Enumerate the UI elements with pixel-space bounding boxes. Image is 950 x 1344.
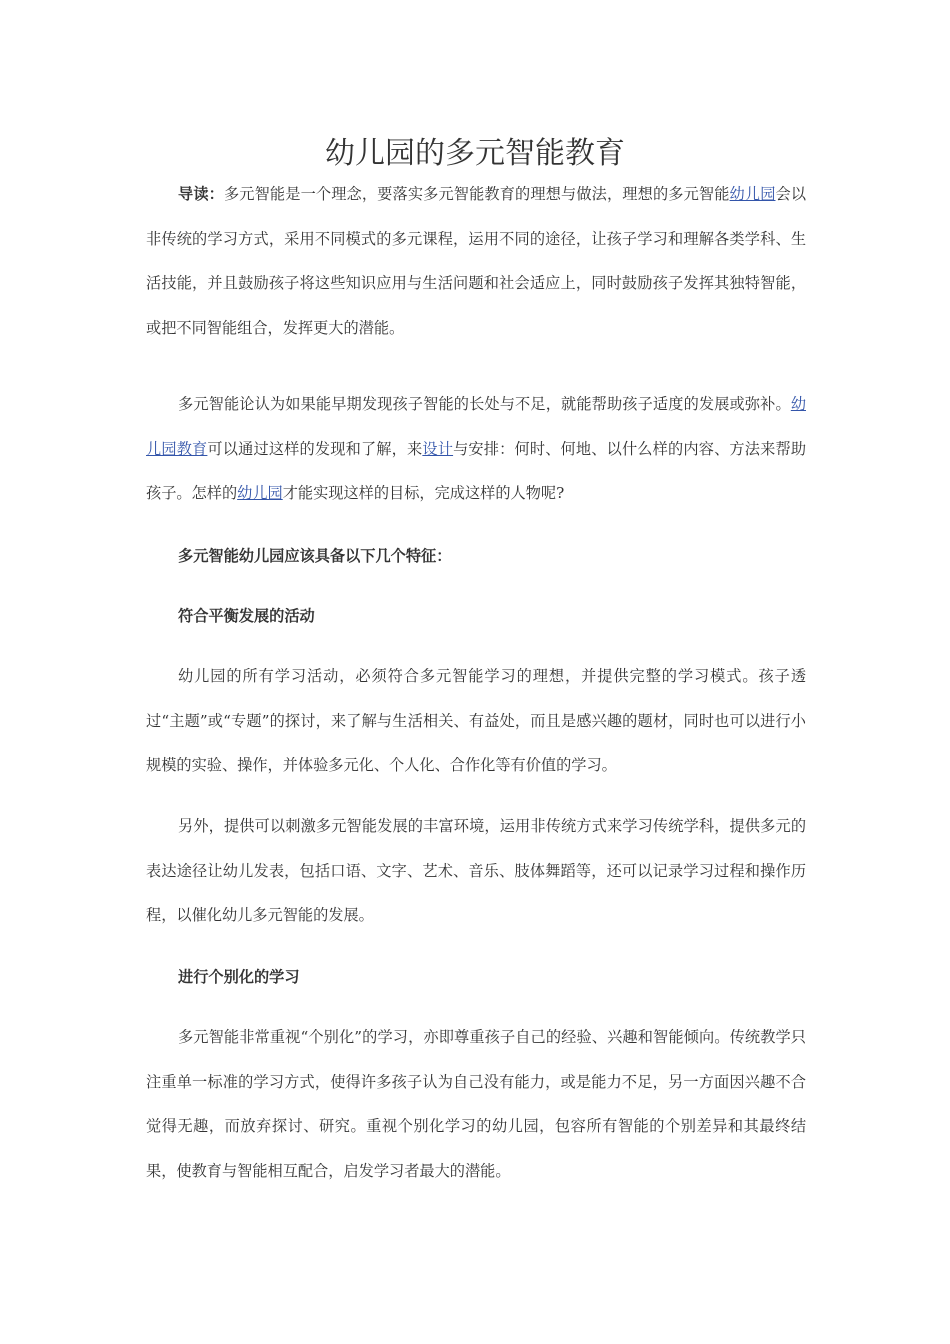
- theory-text-4: 才能实现这样的目标，完成这样的人物呢?: [282, 484, 565, 502]
- individual-learning-paragraph: 多元智能非常重视“个别化”的学习，亦即尊重孩子自己的经验、兴趣和智能倾向。传统教学只注重单一标准的学习方式，使得许多孩子认为自己没有能力，或是能力不足，另一方面因兴趣不合觉得无趣，而放弃探讨、研究。重视个别化学习的幼儿园，包容所有智能的个别差异和其最终结果，使教育与智能相互配合，启发学习者最大的潜能。: [146, 1028, 806, 1180]
- intro-label: 导读：: [178, 185, 224, 203]
- page-title: 幼儿园的多元智能教育: [325, 136, 625, 171]
- intro-text-start: 多元智能是一个理念，要落实多元智能教育的理想与做法，理想的多元智能: [223, 185, 730, 203]
- theory-text-2: 可以通过这样的发现和了解，来: [207, 439, 423, 458]
- activities-paragraph: 幼儿园的所有学习活动，必须符合多元智能学习的理想，并提供完整的学习模式。孩子透过“主题”或“专题”的探讨，来了解与生活相关、有益处，而且是感兴趣的题材，同时也可以进行小规模的实验、操作，并体验多元化、个人化、合作化等有价值的学习。: [146, 667, 806, 774]
- kindergarten-link-2[interactable]: 幼儿园: [237, 484, 283, 502]
- theory-text-3: 与安排：何时、何地、以什么样的内容、方法来帮助孩子。怎样的: [146, 439, 807, 502]
- individual-learning-heading: 进行个别化的学习: [178, 968, 300, 986]
- intro-text-end: 会以非传统的学习方式，采用不同模式的多元课程，运用不同的途径，让孩子学习和理解各类学科、生活技能，并且鼓励孩子将这些知识应用与生活问题和社会适应上，同时鼓励孩子发挥其独特智能，或把不同智能组合，发挥更大的潜能。: [146, 185, 807, 337]
- intro-paragraph: [146, 172, 806, 350]
- kindergarten-link[interactable]: 幼儿园: [729, 185, 776, 203]
- environment-paragraph: 另外，提供可以刺激多元智能发展的丰富环境，运用非传统方式来学习传统学科，提供多元的表达途径让幼儿发表，包括口语、文字、艺术、音乐、肢体舞蹈等，还可以记录学习过程和操作历程，以催化幼儿多元智能的发展。: [146, 817, 806, 924]
- theory-paragraph: [146, 382, 806, 516]
- features-heading: 多元智能幼儿园应该具备以下几个特征：: [178, 547, 452, 565]
- design-link[interactable]: 设计: [422, 439, 454, 458]
- balanced-activities-heading: 符合平衡发展的活动: [178, 607, 315, 625]
- kindergarten-education-link[interactable]: 幼儿园教育: [146, 395, 806, 458]
- theory-text-1: 多元智能论认为如果能早期发现孩子智能的长处与不足，就能帮助孩子适度的发展或弥补。: [178, 395, 791, 413]
